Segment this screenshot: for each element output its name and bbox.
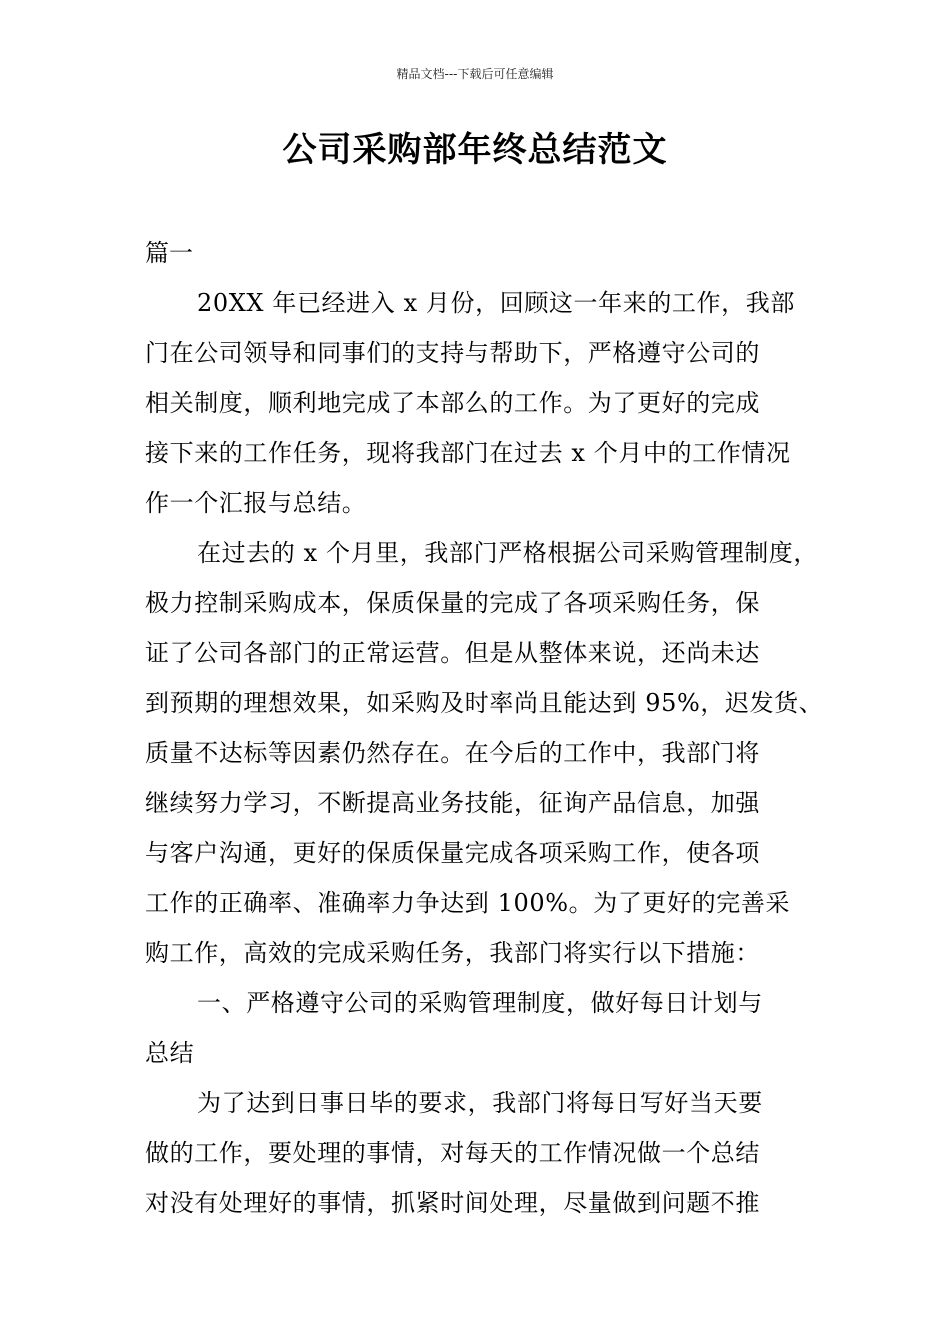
paragraph-line: 一、严格遵守公司的采购管理制度，做好每日计划与 [197, 989, 763, 1017]
paragraph-line: 为了达到日事日毕的要求，我部门将每日写好当天要 [197, 1089, 763, 1117]
paragraph-line: 继续努力学习，不断提高业务技能，征询产品信息，加强 [145, 789, 760, 817]
paragraph-line: 购工作，高效的完成采购任务，我部门将实行以下措施： [145, 939, 760, 967]
paragraph-line: 对没有处理好的事情，抓紧时间处理，尽量做到问题不推 [145, 1189, 760, 1217]
paragraph-line: 到预期的理想效果，如采购及时率尚且能达到 95%，迟发货、 [145, 689, 824, 717]
paragraph-line: 总结 [145, 1039, 195, 1067]
paragraph-line: 质量不达标等因素仍然存在。在今后的工作中，我部门将 [145, 739, 760, 767]
paragraph-1 [145, 278, 825, 528]
paragraph-2 [145, 528, 825, 978]
paragraph-line: 在过去的 x 个月里，我部门严格根据公司采购管理制度， [197, 539, 818, 567]
paragraph-line: 做的工作，要处理的事情，对每天的工作情况做一个总结 [145, 1139, 760, 1167]
paragraph-line: 与客户沟通，更好的保质保量完成各项采购工作，使各项 [145, 839, 760, 867]
paragraph-line: 接下来的工作任务，现将我部门在过去 x 个月中的工作情况 [145, 439, 791, 467]
section-label: 篇一 [145, 239, 193, 267]
paragraph-line: 20XX 年已经进入 x 月份，回顾这一年来的工作，我部 [197, 289, 795, 317]
paragraph-line: 门在公司领导和同事们的支持与帮助下，严格遵守公司的 [145, 339, 760, 367]
paragraph-line: 相关制度，顺利地完成了本部么的工作。为了更好的完成 [145, 389, 760, 417]
paragraph-3 [145, 978, 825, 1078]
document-body [145, 228, 825, 1228]
paragraph-4 [145, 1078, 825, 1228]
paragraph-line: 证了公司各部门的正常运营。但是从整体来说，还尚未达 [145, 639, 760, 667]
paragraph-line: 作一个汇报与总结。 [145, 489, 367, 517]
header-note: 精品文档---下载后可任意编辑 [396, 67, 554, 81]
paragraph-line: 极力控制采购成本，保质保量的完成了各项采购任务，保 [145, 589, 760, 617]
paragraph-line: 工作的正确率、准确率力争达到 100%。为了更好的完善采 [145, 889, 791, 917]
document-title: 公司采购部年终总结范文 [282, 130, 668, 170]
